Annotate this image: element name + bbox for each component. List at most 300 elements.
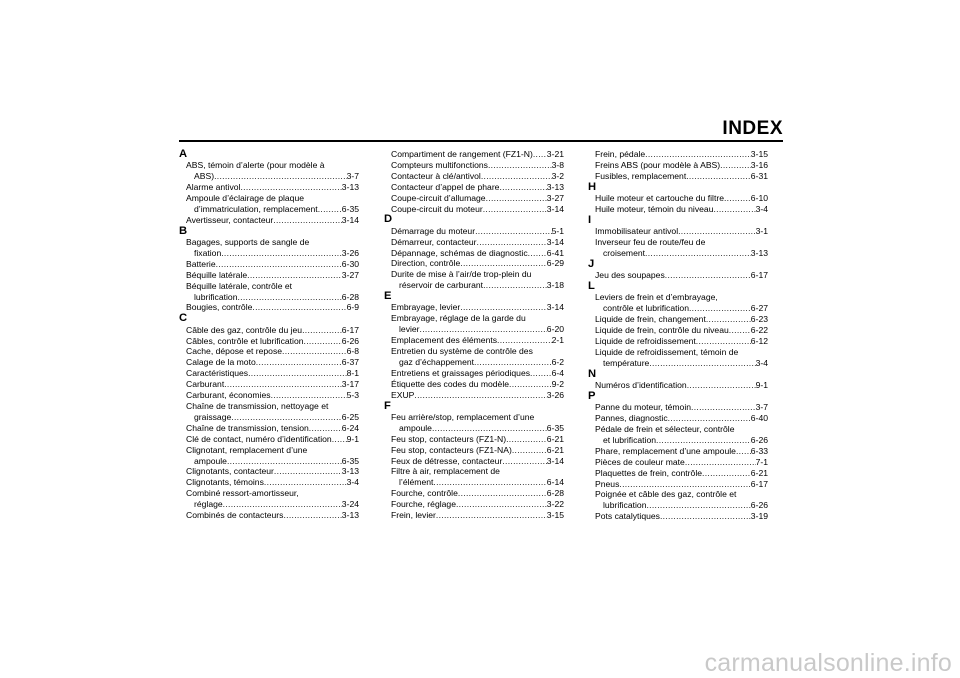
section-letter: P [588, 389, 596, 402]
entry-text: Jeu des soupapes [595, 270, 665, 281]
page-number: 6-35 [546, 422, 564, 433]
entry-line [186, 456, 359, 467]
entry-text: Compartiment de rangement (FZ1-N) [391, 149, 533, 159]
dot-leader [687, 380, 756, 391]
entry-line [595, 171, 768, 182]
entry-text: Immobilisateur antivol [595, 226, 679, 237]
index-entry [588, 325, 768, 336]
index-entry [179, 368, 359, 379]
entry-text: Chaîne de transmission, tension [186, 422, 309, 433]
entry-text: lubrification [603, 500, 647, 511]
entry-text: l’élément [399, 477, 434, 488]
index-entry [179, 445, 359, 467]
page-number: 6-24 [341, 422, 359, 433]
index-entry [384, 258, 564, 269]
entry-text: levier [399, 324, 420, 335]
entry-text: Entretien du système de contrôle des [391, 346, 533, 357]
entry-text: Plaquettes de frein, contrôle [595, 467, 703, 478]
page-number: 6-17 [750, 478, 768, 489]
entry-text: Panne du moteur, témoin [595, 402, 692, 413]
page-number: 3-21 [546, 149, 564, 159]
entry-text: gaz d’échappement [399, 357, 475, 367]
page-number: 6-4 [551, 367, 564, 378]
index-column-1 [179, 149, 359, 521]
page-number: 3-14 [546, 302, 564, 313]
index-entry [588, 204, 768, 215]
page-number: 3-26 [341, 247, 359, 258]
page-number: 3-24 [341, 499, 359, 510]
entry-line [391, 488, 564, 499]
page-number: 6-23 [750, 314, 768, 325]
dot-leader [273, 215, 342, 226]
index-entry [384, 313, 564, 335]
dot-leader [509, 379, 552, 390]
page-number: 3-17 [341, 379, 359, 390]
entry-line [595, 160, 768, 171]
entry-text: Liquide de frein, changement [595, 314, 706, 325]
dot-leader [332, 434, 347, 445]
page-number: 3-14 [546, 455, 564, 466]
entry-text: Carburant, économies [186, 390, 271, 401]
index-entry [588, 489, 768, 511]
index-entry [588, 226, 768, 237]
entry-text: Avertisseur, contacteur [186, 214, 274, 225]
entry-text: réservoir de carburant [399, 280, 484, 291]
index-entry [179, 160, 359, 182]
index-column-3 [588, 149, 768, 522]
index-entry [384, 434, 564, 445]
entry-text: EXUP [391, 389, 415, 400]
entry-line [595, 270, 768, 281]
dot-leader [724, 193, 751, 204]
page-number: 6-35 [341, 455, 359, 466]
dot-leader [729, 325, 751, 336]
entry-line [186, 368, 359, 379]
dot-leader [274, 466, 342, 477]
index-entry [588, 413, 768, 424]
entry-line [595, 511, 768, 522]
entry-line [186, 412, 359, 423]
entry-text: Contacteur à clé/antivol [391, 170, 481, 181]
index-entry [588, 171, 768, 182]
page-number: 9-2 [551, 378, 564, 389]
entry-text: Clignotants, témoins [186, 477, 264, 488]
dot-leader [530, 368, 552, 379]
dot-leader [477, 237, 547, 248]
index-entry [179, 302, 359, 313]
entry-text: Pédale de frein et sélecteur, contrôle [595, 424, 735, 434]
entry-text: Feu stop, contacteurs (FZ1-NA) [391, 444, 512, 455]
entry-text: Frein, levier [391, 510, 436, 521]
section-letter: E [384, 290, 392, 303]
dot-leader [433, 477, 546, 488]
entry-text: réglage [194, 499, 223, 510]
index-entry [588, 479, 768, 490]
dot-leader [645, 248, 751, 259]
dot-leader [696, 336, 751, 347]
entry-text: Contacteur d’appel de phare [391, 181, 500, 192]
dot-leader [686, 171, 751, 182]
dot-leader [420, 324, 547, 335]
entry-text: Entretiens et graissages périodiques [391, 367, 531, 378]
entry-text: Fourche, réglage [391, 499, 456, 510]
entry-line [186, 434, 359, 445]
entry-text: ampoule [399, 422, 432, 433]
dot-leader [309, 423, 342, 434]
section-letter: H [588, 180, 597, 193]
entry-text: Emplacement des éléments [391, 335, 498, 346]
page-number: 3-2 [551, 170, 564, 181]
section-letter: N [588, 367, 597, 380]
entry-text: Leviers de frein et d’embrayage, [595, 292, 718, 303]
page-number: 6-26 [750, 434, 768, 445]
page-number: 6-17 [750, 270, 768, 281]
index-entry [588, 193, 768, 204]
entry-line [595, 303, 768, 314]
index-entry [179, 237, 359, 259]
index-entry [179, 434, 359, 445]
index-entry [179, 259, 359, 270]
page-number: 3-4 [755, 357, 768, 368]
page-number: 3-19 [750, 511, 768, 522]
page-number: 8-1 [346, 368, 359, 379]
entry-line [595, 468, 768, 479]
page-number: 3-16 [750, 159, 768, 170]
dot-leader [668, 413, 751, 424]
entry-text: Bougies, contrôle [186, 302, 253, 313]
index-entry [588, 237, 768, 259]
entry-text: Étiquette des codes du modèle [391, 378, 510, 389]
dot-leader [656, 435, 751, 446]
index-entry [179, 401, 359, 423]
index-entry [179, 281, 359, 303]
entry-text: Frein, pédale [595, 149, 646, 159]
entry-line [595, 336, 768, 347]
index-entry [384, 379, 564, 390]
entry-text: Pots catalytiques [595, 511, 660, 522]
entry-text: Pneus [595, 478, 620, 489]
page-number: 3-14 [341, 214, 359, 225]
index-entry [179, 336, 359, 347]
page-number: 3-13 [546, 181, 564, 192]
dot-leader [247, 270, 342, 281]
dot-leader [502, 456, 546, 467]
entry-line [186, 259, 359, 270]
index-entry [179, 379, 359, 390]
index-entry [588, 160, 768, 171]
entry-text: ABS, témoin d’alerte (pour modèle à [186, 160, 325, 171]
entry-line [595, 325, 768, 336]
dot-leader [231, 412, 342, 423]
entry-line [595, 149, 768, 160]
section-letter: F [384, 399, 391, 412]
entry-text: ampoule [194, 455, 227, 466]
page-number: 6-25 [341, 411, 359, 422]
entry-text: et lubrification [603, 434, 657, 445]
index-entry [384, 171, 564, 182]
page-number: 3-15 [546, 510, 564, 521]
entry-line [186, 357, 359, 368]
entry-text: Chaîne de transmission, nettoyage et [186, 401, 329, 412]
index-entry [384, 390, 564, 401]
page-number: 5-3 [346, 390, 359, 401]
dot-leader [304, 336, 342, 347]
entry-line [595, 479, 768, 490]
page-number: 3-18 [546, 280, 564, 291]
dot-leader [460, 258, 547, 269]
index-entry [588, 446, 768, 457]
entry-text: Câbles, contrôle et lubrification [186, 335, 304, 346]
entry-line [391, 499, 564, 510]
section-letter: A [179, 148, 188, 160]
entry-text: contrôle et lubrification [603, 303, 689, 314]
page-number: 6-33 [750, 445, 768, 456]
entry-text: Filtre à air, remplacement de [391, 466, 500, 477]
entry-line [391, 302, 564, 313]
entry-text: Compteurs multifonctions [391, 159, 488, 170]
section-letter: L [588, 280, 595, 293]
entry-line [186, 390, 359, 401]
dot-leader [486, 193, 547, 204]
section-letter: B [179, 224, 188, 237]
entry-text: Freins ABS (pour modèle à ABS) [595, 159, 721, 170]
section-letter: J [588, 257, 595, 270]
page-number: 3-7 [755, 402, 768, 413]
entry-text: Inverseur feu de route/feu de [595, 237, 706, 248]
entry-line [391, 237, 564, 248]
entry-text: croisement [603, 247, 646, 258]
dot-leader [499, 182, 546, 193]
entry-text: Caractéristiques [186, 368, 249, 379]
page-number: 3-14 [546, 203, 564, 214]
dot-leader [283, 510, 341, 521]
dot-leader [528, 248, 547, 259]
dot-leader [533, 149, 547, 160]
page-number: 3-13 [341, 510, 359, 521]
page-number: 3-13 [341, 182, 359, 193]
dot-leader [221, 248, 342, 259]
dot-leader [678, 226, 755, 237]
entry-text: Fusibles, remplacement [595, 170, 687, 181]
dot-leader [483, 280, 547, 291]
dot-leader [216, 259, 342, 270]
entry-line [391, 193, 564, 204]
entry-text: Calage de la moto [186, 357, 256, 368]
index-entry [179, 325, 359, 336]
page-number: 6-20 [546, 324, 564, 335]
page-number: 3-15 [750, 149, 768, 159]
index-entry [179, 488, 359, 510]
index-entry [179, 423, 359, 434]
dot-leader [318, 204, 342, 215]
entry-line [391, 160, 564, 171]
entry-text: Combinés de contacteurs [186, 510, 284, 521]
dot-leader [736, 446, 751, 457]
index-entry [384, 445, 564, 456]
section-letter: I [588, 213, 592, 226]
entry-line [186, 270, 359, 281]
entry-line [595, 226, 768, 237]
dot-leader [282, 346, 347, 357]
entry-line [186, 346, 359, 357]
dot-leader [264, 477, 347, 488]
page-number: 9-1 [346, 433, 359, 444]
page-number: 3-8 [551, 159, 564, 170]
page-number: 3-14 [546, 236, 564, 247]
index-entry [588, 468, 768, 479]
page-number: 6-21 [546, 433, 564, 444]
entry-text: Pannes, diagnostic [595, 413, 668, 424]
page-number: 2-1 [551, 335, 564, 346]
index-entry [588, 457, 768, 468]
page-number: 6-29 [546, 258, 564, 269]
entry-line [186, 499, 359, 510]
entry-line [595, 193, 768, 204]
dot-leader [488, 160, 552, 171]
page-title: INDEX [722, 118, 783, 139]
entry-line [391, 204, 564, 215]
entry-line [391, 335, 564, 346]
dot-leader [474, 357, 552, 368]
entry-line [186, 466, 359, 477]
index-entry [588, 292, 768, 314]
page-number: 3-27 [341, 269, 359, 280]
index-entry [588, 336, 768, 347]
page-number: 3-13 [341, 466, 359, 477]
page-number: 6-2 [551, 357, 564, 367]
section-letter: C [179, 312, 188, 325]
page-number: 6-14 [546, 477, 564, 488]
entry-line [391, 324, 564, 335]
entry-text: Fourche, contrôle [391, 488, 458, 499]
page-number: 6-27 [750, 303, 768, 314]
page-number: 3-27 [546, 192, 564, 203]
entry-line [186, 182, 359, 193]
entry-text: Direction, contrôle [391, 258, 461, 269]
entry-line [186, 423, 359, 434]
index-entry [384, 204, 564, 215]
entry-text: Coupe-circuit du moteur [391, 203, 483, 214]
entry-text: Embrayage, réglage de la garde du [391, 313, 526, 324]
index-entry [179, 466, 359, 477]
index-entry [384, 149, 564, 160]
entry-line [391, 379, 564, 390]
entry-line [595, 446, 768, 457]
entry-line [391, 248, 564, 259]
index-entry [384, 302, 564, 313]
page-number: 6-28 [546, 488, 564, 499]
index-entry [588, 380, 768, 391]
entry-text: Pièces de couleur mate [595, 456, 685, 467]
entry-text: Béquille latérale, contrôle et [186, 280, 293, 291]
dot-leader [691, 402, 756, 413]
entry-text: Clignotant, remplacement d’une [186, 444, 308, 455]
page-number: 9-1 [755, 379, 768, 390]
index-entry [179, 357, 359, 368]
entry-text: Ampoule d’éclairage de plaque [186, 193, 305, 204]
entry-line [595, 402, 768, 413]
entry-text: Liquide de refroidissement [595, 335, 696, 346]
dot-leader [475, 226, 552, 237]
entry-line [186, 215, 359, 226]
entry-line [391, 510, 564, 521]
index-entry [384, 226, 564, 237]
entry-text: Numéros d’identification [595, 379, 687, 390]
entry-text: Bagages, supports de sangle de [186, 237, 310, 248]
entry-line [595, 413, 768, 424]
dot-leader [456, 499, 547, 510]
entry-text: Câble des gaz, contrôle du jeu [186, 324, 303, 335]
dot-leader [436, 510, 547, 521]
page-number: 3-13 [750, 247, 768, 258]
index-entry [384, 488, 564, 499]
page-number: 5-1 [551, 225, 564, 236]
entry-text: Durite de mise à l’air/de trop-plein du [391, 269, 532, 280]
dot-leader [271, 390, 347, 401]
index-entry [588, 347, 768, 369]
entry-line [186, 477, 359, 488]
dot-leader [248, 368, 346, 379]
entry-text: Clé de contact, numéro d’identification [186, 433, 332, 444]
entry-line [186, 248, 359, 259]
entry-text: Béquille latérale [186, 269, 248, 280]
index-entry [179, 193, 359, 215]
entry-line [595, 248, 768, 259]
page-number: 6-30 [341, 258, 359, 269]
page-number: 6-31 [750, 170, 768, 181]
index-entry [179, 182, 359, 193]
entry-text: Huile moteur et cartouche du filtre [595, 193, 724, 204]
entry-line [391, 182, 564, 193]
index-entry [384, 160, 564, 171]
dot-leader [649, 358, 755, 369]
page-number: 7-1 [755, 456, 768, 467]
dot-leader [460, 302, 547, 313]
index-entry [179, 215, 359, 226]
dot-leader [227, 456, 342, 467]
dot-leader [706, 314, 751, 325]
entry-text: lubrification [194, 291, 238, 302]
entry-line [391, 368, 564, 379]
index-entry [384, 466, 564, 488]
dot-leader [665, 270, 751, 281]
dot-leader [256, 357, 342, 368]
page-number: 6-17 [341, 324, 359, 335]
entry-line [186, 292, 359, 303]
entry-text: Démarrage du moteur [391, 225, 476, 236]
index-entry [179, 477, 359, 488]
entry-line [595, 435, 768, 446]
page-number: 6-22 [750, 325, 768, 336]
entry-text: Feux de détresse, contacteur [391, 455, 503, 466]
entry-text: Embrayage, levier [391, 302, 461, 313]
page-number: 6-21 [546, 444, 564, 455]
dot-leader [689, 303, 751, 314]
index-entry [588, 149, 768, 160]
entry-text: Phare, remplacement d’une ampoule [595, 445, 736, 456]
page-number: 6-12 [750, 335, 768, 346]
index-entry [179, 270, 359, 281]
page-number: 6-8 [346, 346, 359, 357]
watermark: carmanualsonline.info [704, 649, 952, 677]
entry-line [595, 314, 768, 325]
dot-leader [497, 335, 552, 346]
index-entry [588, 270, 768, 281]
index-entry [384, 412, 564, 434]
index-entry [384, 510, 564, 521]
entry-line [595, 204, 768, 215]
entry-line [391, 477, 564, 488]
